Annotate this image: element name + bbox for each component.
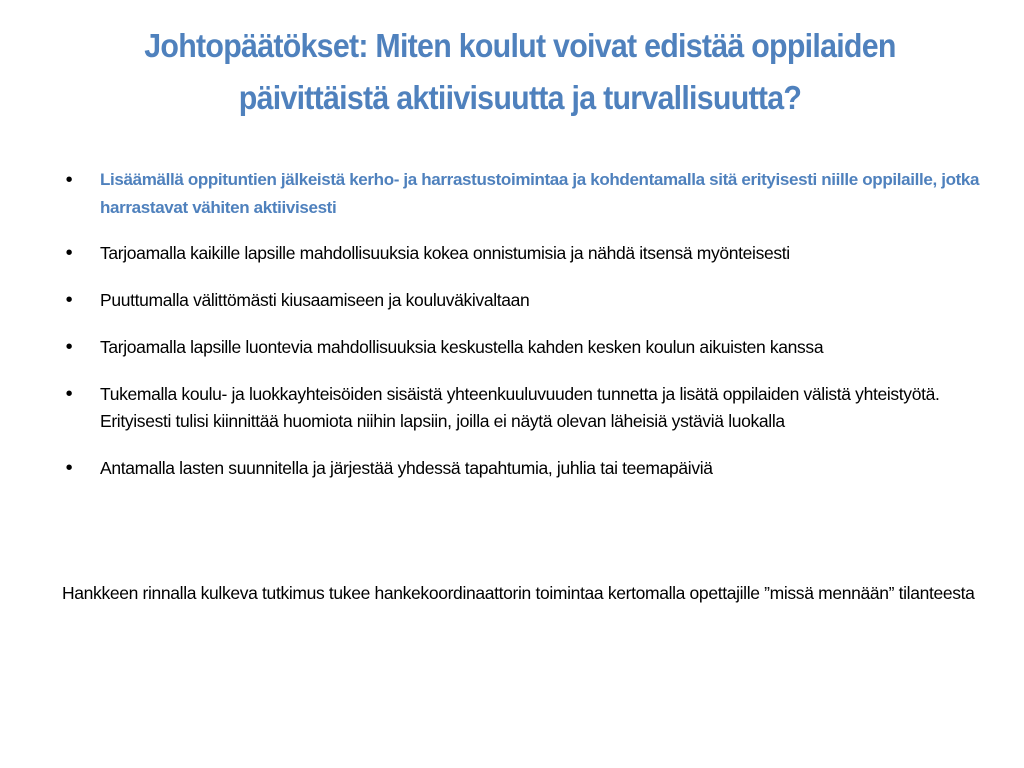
bullet-item-community-belonging [60,381,980,435]
bullet-icon [61,334,77,361]
bullet-item-success-experiences [60,240,980,267]
slide-title-line-1: Johtopäätökset: Miten koulut voivat edistää oppilaiden [144,27,896,64]
bullet-text: Tarjoamalla lapsille luontevia mahdollisuuksia keskustella kahden kesken koulun aikuisten kanssa [100,337,824,357]
bullet-icon [61,381,77,408]
slide-title-line-2: päivittäistä aktiivisuutta ja turvallisuutta? [238,79,802,116]
bullet-icon [61,166,77,195]
bullet-item-shared-events [60,455,980,482]
bullet-icon [61,287,77,314]
bullet-item-adult-conversations [60,334,980,361]
bullet-text: Tarjoamalla kaikille lapsille mahdollisuuksia kokea onnistumisia ja nähdä itsensä myönteisesti [100,243,790,263]
bullet-item-bullying-intervention [60,287,980,314]
bullet-item-after-school-activities [60,166,980,222]
bullet-icon [61,240,77,267]
slide-title [97,20,943,124]
bullet-text: Antamalla lasten suunnitella ja järjestää yhdessä tapahtumia, juhlia tai teemapäiviä [100,458,713,478]
bullet-list [60,166,980,502]
bullet-icon [61,455,77,482]
bullet-text: Tukemalla koulu- ja luokkayhteisöiden sisäistä yhteenkuuluvuuden tunnetta ja lisätä oppilaiden välistä yhteistyötä. Erityisesti tulisi kiinnittää huomiota niihin lapsiin, joilla ei näytä olevan läheisiä ystäviä luokalla [100,384,940,431]
bullet-text: Puuttumalla välittömästi kiusaamiseen ja kouluväkivaltaan [100,290,530,310]
footer-note: Hankkeen rinnalla kulkeva tutkimus tukee hankekoordinaattorin toimintaa kertomalla opettajille ”missä mennään” tilanteesta [62,583,975,603]
bullet-text: Lisäämällä oppituntien jälkeistä kerho- ja harrastustoimintaa ja kohdentamalla sitä erityisesti niille oppilaille, jotka harrastavat vähiten aktiivisesti [100,170,980,217]
